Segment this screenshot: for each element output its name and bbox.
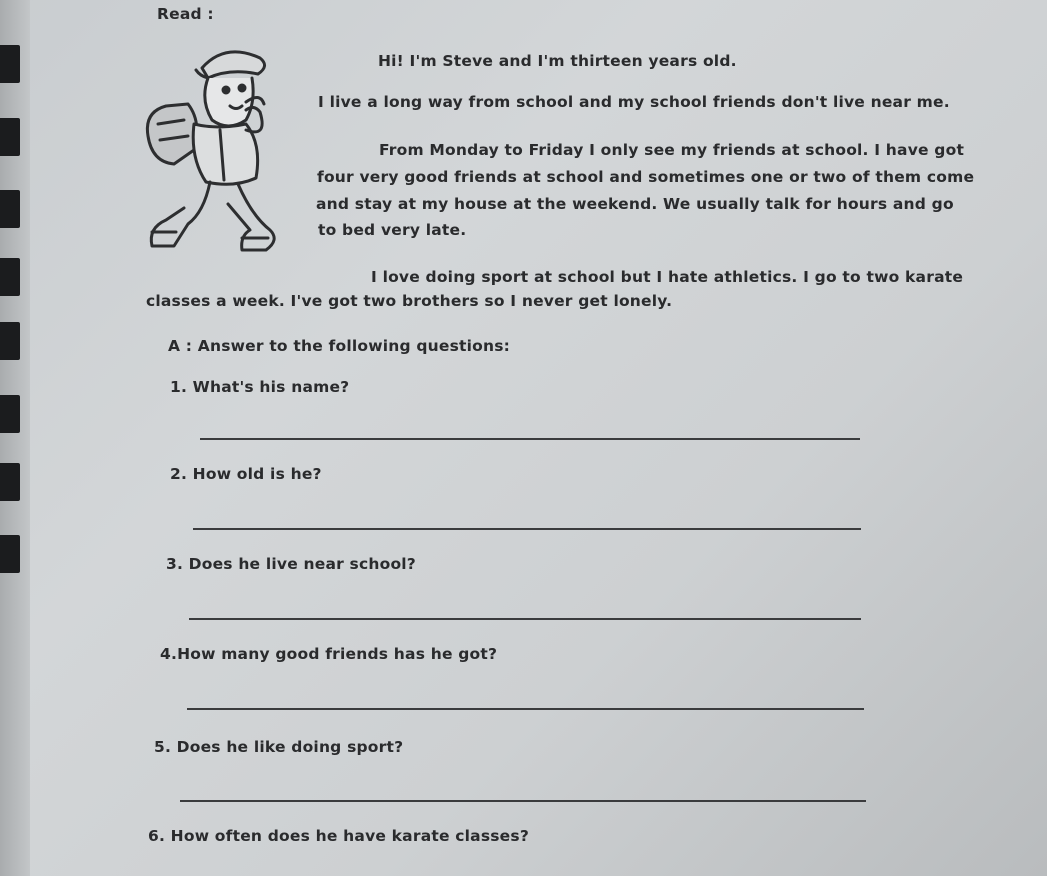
answer-line-3[interactable]: [189, 618, 861, 620]
schoolboy-illustration: [130, 40, 310, 265]
answer-line-5[interactable]: [180, 800, 866, 802]
page-left-edge: [0, 0, 30, 876]
question-2: 2. How old is he?: [170, 465, 322, 483]
passage-line: I live a long way from school and my school friends don't live near me.: [318, 93, 950, 111]
binder-hole: [0, 118, 20, 156]
question-5: 5. Does he like doing sport?: [154, 738, 404, 756]
passage-line: From Monday to Friday I only see my friends at school. I have got: [379, 141, 965, 159]
question-4: 4.How many good friends has he got?: [160, 645, 498, 663]
question-6: 6. How often does he have karate classes?: [148, 827, 530, 845]
binder-hole: [0, 463, 20, 501]
section-a-instruction: A : Answer to the following questions:: [168, 337, 511, 355]
binder-hole: [0, 395, 20, 433]
binder-hole: [0, 45, 20, 83]
passage-line: Hi! I'm Steve and I'm thirteen years old.: [378, 52, 737, 70]
binder-hole: [0, 190, 20, 228]
passage-line: I love doing sport at school but I hate athletics. I go to two karate: [371, 268, 964, 286]
binder-hole: [0, 258, 20, 296]
answer-line-2[interactable]: [193, 528, 861, 530]
answer-line-4[interactable]: [187, 708, 864, 710]
passage-line: four very good friends at school and sometimes one or two of them come: [317, 168, 975, 186]
page-heading: Read :: [157, 5, 214, 23]
passage-line: to bed very late.: [318, 221, 467, 239]
passage-line: and stay at my house at the weekend. We usually talk for hours and go: [316, 195, 954, 213]
question-3: 3. Does he live near school?: [166, 555, 416, 573]
answer-line-1[interactable]: [200, 438, 860, 440]
passage-line: classes a week. I've got two brothers so I never get lonely.: [146, 292, 673, 310]
question-1: 1. What's his name?: [170, 378, 350, 396]
binder-hole: [0, 322, 20, 360]
binder-hole: [0, 535, 20, 573]
